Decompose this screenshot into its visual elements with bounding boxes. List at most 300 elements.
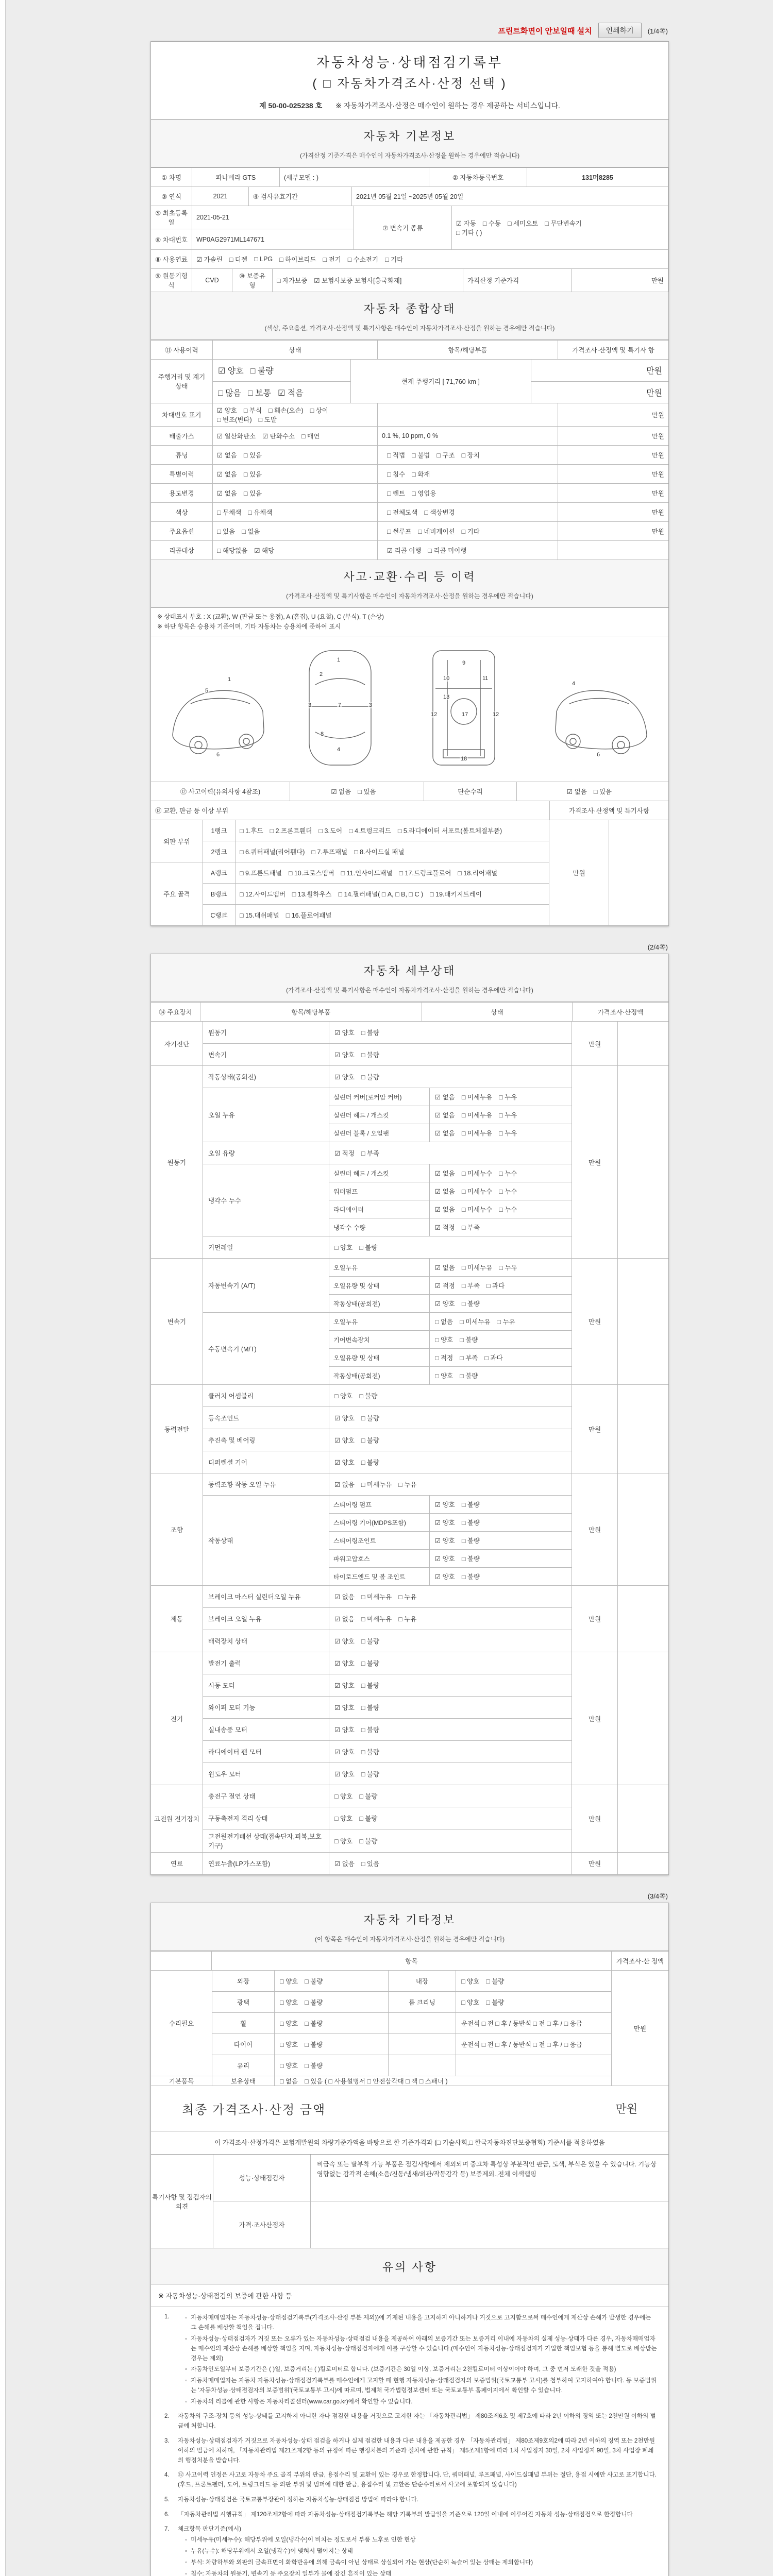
checkbox-option[interactable]: □ 누유 (499, 1264, 517, 1272)
checkbox-option[interactable]: □ 불량 (461, 1555, 480, 1563)
checkbox-option[interactable]: □ 구조 (436, 452, 455, 459)
checkbox-option[interactable]: □ 양호 (435, 1336, 453, 1344)
accident-header (151, 560, 668, 608)
checkbox-option[interactable]: □ 없음 (242, 528, 260, 535)
checkbox-option[interactable]: □ 많음 (218, 388, 242, 398)
repair-row-options-1 (275, 2034, 389, 2055)
checkbox-option[interactable]: □ 불량 (250, 367, 274, 376)
checkbox-option[interactable]: □ 화재 (412, 471, 430, 478)
checkbox-option[interactable]: □ 불량 (359, 1815, 378, 1823)
rank-options (236, 841, 549, 862)
diagram-part-number: 11 (482, 675, 489, 682)
checkbox-option[interactable]: ☑ 없음 (435, 1112, 455, 1120)
detail-row-item: 연료누출(LP가스포함) (203, 1853, 329, 1874)
checkbox-option[interactable]: ☑ 양호 (435, 1573, 455, 1581)
checkbox-option[interactable]: □ 불량 (361, 1771, 380, 1778)
summary-row-price: 만원 (651, 471, 664, 478)
detail-sub-row (329, 1630, 572, 1652)
checkbox-option[interactable]: □ 불량 (461, 1300, 480, 1308)
checkbox-option[interactable]: 운전석 □ 전 □ 후 / 동반석 □ 전 □ 후 / □ 응급 (461, 2020, 582, 2028)
detail-group-rows (203, 1652, 572, 1785)
checkbox-option[interactable]: ☑ 없음 (217, 452, 237, 459)
checkbox-option[interactable]: □ 네비게이션 (418, 528, 455, 535)
checkbox-option[interactable]: □ 불량 (359, 1793, 378, 1801)
checkbox-option[interactable]: ☑ 양호 (334, 1726, 355, 1734)
checkbox-option[interactable]: □ 12.사이드멤버 (240, 891, 285, 899)
detail-group-price: 만원 (572, 1586, 617, 1652)
final-price-unit: 만원 (615, 2103, 637, 2116)
checkbox-option[interactable]: ☑ 일산화탄소 (217, 433, 256, 440)
notice-item (164, 2495, 658, 2508)
checkbox-option[interactable]: □ 누유 (499, 1094, 517, 1101)
checkbox-option[interactable]: □ 있음 (358, 788, 376, 796)
detail-sub-name: 실린더 헤드 / 개스킷 (329, 1106, 430, 1124)
checkbox-option[interactable]: □ 기타 (461, 528, 480, 535)
checkbox-option[interactable]: □ 15.대쉬패널 (240, 912, 279, 920)
repair-row-options-1 (275, 1992, 389, 2012)
print-button[interactable]: 인쇄하기 (598, 23, 642, 38)
checkbox-option[interactable]: □ 썬루프 (387, 528, 412, 535)
detail-sub-name: 오일누유 (329, 1259, 430, 1276)
checkbox-option[interactable]: □ 누수 (499, 1188, 517, 1196)
checkbox-option[interactable]: □ 양호 (280, 1978, 298, 1986)
checkbox-option[interactable]: □ 미세누유 (461, 1130, 493, 1138)
legend-line-1: ※ 상태표시 부호 : X (교환), W (판금 또는 용접), A (흠집), U (요철), C (부식), T (손상) (157, 613, 384, 620)
detail-sub-name: 냉각수 수량 (329, 1218, 430, 1236)
checkbox-option[interactable]: □ 불량 (361, 1682, 380, 1690)
checkbox-option[interactable]: □ 불량 (361, 1726, 380, 1734)
checkbox-option[interactable]: □ 불량 (305, 2041, 323, 2049)
checkbox-option[interactable]: ☑ 양호 (435, 1537, 455, 1545)
checkbox-option[interactable]: □ 미세누수 (461, 1188, 493, 1196)
detail-row-subs (329, 1429, 572, 1451)
checkbox-option[interactable]: □ 양호 (461, 1978, 480, 1986)
checkbox-option[interactable]: ☑ 양호 (334, 1459, 355, 1467)
detail-row-subs (329, 1853, 572, 1874)
checkbox-option[interactable]: □ 양호 (280, 2041, 298, 2049)
checkbox-option[interactable]: ☑ 양호 (334, 1638, 355, 1646)
checkbox-option[interactable]: ☑ 양호 (334, 1415, 355, 1422)
checkbox-option[interactable]: □ 미세누유 (361, 1594, 392, 1601)
checkbox-option[interactable]: ☑ 적정 (334, 1150, 355, 1158)
checkbox-option[interactable]: □ 있음 ( □ 사용설명서 □ 안전삼각대 □ 잭 □ 스패너 ) (305, 2078, 448, 2086)
checkbox-option[interactable]: □ 3.도어 (318, 827, 343, 835)
checkbox-option[interactable]: □ 불량 (461, 1519, 480, 1527)
checkbox-option[interactable]: □ 적정 (435, 1354, 453, 1362)
final-price-row (151, 2086, 668, 2131)
checkbox-option[interactable]: □ 불량 (361, 1437, 380, 1445)
checkbox-option[interactable]: ☑ 자동 (456, 220, 476, 227)
checkbox-option[interactable]: ☑ 없음 (435, 1094, 455, 1101)
checkbox-option[interactable]: □ 불량 (361, 1749, 380, 1756)
detail-sub-name: 스티어링 기어(MDPS포함) (329, 1514, 430, 1531)
checkbox-option[interactable]: □ 무채색 (217, 509, 242, 516)
checkbox-option[interactable]: □ 불량 (361, 1704, 380, 1712)
checkbox-option[interactable]: ☑ 없음 (334, 1860, 355, 1868)
checkbox-option[interactable]: □ 13.휠하우스 (292, 891, 332, 899)
checkbox-option[interactable]: □ 1.후드 (240, 827, 263, 835)
checkbox-option[interactable]: □ 미세누유 (461, 1264, 493, 1272)
detail-row-subs (329, 1022, 572, 1043)
checkbox-option[interactable]: □ 19.패키지트레이 (430, 891, 482, 899)
checkbox-option[interactable]: ☑ 양호 (334, 1749, 355, 1756)
checkbox-option[interactable]: □ 불량 (361, 1459, 380, 1467)
checkbox-option[interactable]: □ 보통 (248, 388, 272, 398)
detail-sub-row (329, 1124, 572, 1142)
checkbox-option[interactable]: □ 무단변속기 (545, 220, 582, 227)
checkbox-option[interactable]: □ 수소전기 (347, 256, 379, 263)
checkbox-option[interactable]: □ 부족 (361, 1150, 380, 1158)
checkbox-option[interactable]: ☑ 적정 (435, 1224, 455, 1232)
car-name-value: 파나메라 GTS (192, 168, 280, 187)
detail-sub-name: 작동상태(공회전) (329, 1367, 430, 1384)
checkbox-option[interactable]: □ 미세누유 (461, 1112, 493, 1120)
detail-row-item: 클러치 어셈블리 (203, 1385, 329, 1406)
checkbox-option[interactable]: ☑ 양호 (435, 1300, 455, 1308)
checkbox-option[interactable]: □ 누유 (499, 1130, 517, 1138)
checkbox-option[interactable]: ☑ 양호 (217, 407, 237, 414)
checkbox-option[interactable]: □ 불량 (486, 1978, 505, 1986)
remarks-rows (213, 2155, 668, 2248)
detail-row-item: 배력장치 상태 (203, 1630, 329, 1652)
checkbox-option[interactable]: □ 불량 (359, 1244, 378, 1252)
checkbox-option[interactable]: □ 있음 (243, 452, 262, 459)
checkbox-option[interactable]: □ 6.쿼터패널(리어휀다) (240, 849, 305, 856)
checkbox-option[interactable]: □ 하이브리드 (279, 256, 316, 263)
checkbox-option[interactable]: □ 불량 (460, 1336, 478, 1344)
checkbox-option[interactable]: □ 불량 (305, 2020, 323, 2028)
detail-sub-row (329, 1719, 572, 1740)
checkbox-option[interactable]: □ 불량 (460, 1372, 478, 1380)
detail-row-item: 시동 모터 (203, 1674, 329, 1696)
notice-item (164, 2510, 658, 2523)
detail-row-subs (329, 1697, 572, 1718)
checkbox-option[interactable]: □ 있음 (217, 528, 236, 535)
checkbox-option[interactable]: □ 훼손(오손) (268, 407, 304, 414)
checkbox-option[interactable]: □ 양호 (334, 1393, 353, 1400)
checkbox-option[interactable]: ☑ 탄화수소 (262, 433, 295, 440)
checkbox-option[interactable]: ☑ 해당 (254, 547, 275, 554)
detail-sub-row (329, 1785, 572, 1807)
checkbox-option[interactable]: □ 양호 (280, 2020, 298, 2028)
checkbox-option[interactable]: □ 세미오토 (508, 220, 539, 227)
rank-label: C랭크 (203, 905, 236, 925)
doc-number-line (151, 94, 668, 120)
checkbox-option[interactable]: ☑ 없음 (217, 471, 237, 478)
checkbox-option[interactable]: □ 있음 (361, 1860, 380, 1868)
transmission-options-2 (456, 228, 489, 237)
checkbox-option[interactable]: 운전석 □ 전 □ 후 / 동반석 □ 전 □ 후 / □ 응급 (461, 2041, 582, 2049)
checkbox-option[interactable]: □ 수동 (482, 220, 501, 227)
detail-row (203, 1741, 572, 1763)
checkbox-option[interactable]: ☑ 없음 (435, 1130, 455, 1138)
detail-group-name: 고전원 전기장치 (151, 1785, 203, 1852)
checkbox-option[interactable]: ☑ 양호 (334, 1029, 355, 1037)
checkbox-option[interactable]: □ 기타 ( ) (456, 229, 482, 236)
checkbox-option[interactable]: □ 불량 (359, 1393, 378, 1400)
detail-sub-options (329, 1697, 572, 1718)
checkbox-option[interactable]: ☑ 양호 (334, 1074, 355, 1081)
detail-group-price: 만원 (572, 1385, 617, 1473)
checkbox-option[interactable]: □ 양호 (435, 1372, 453, 1380)
checkbox-option[interactable]: □ 9.프론트패널 (240, 870, 282, 877)
detail-sub-name: 기어변속장치 (329, 1331, 430, 1348)
checkbox-option[interactable]: □ 없음 (280, 2078, 298, 2086)
detail-row-item: 작동상태 (203, 1496, 329, 1585)
checkbox-option[interactable]: ☑ 리콜 이행 (387, 547, 422, 554)
detail-sub-row (329, 1853, 572, 1874)
checkbox-option[interactable]: ☑ 없음 (435, 1206, 455, 1214)
detail-row (203, 1044, 572, 1065)
report-title-sub: ( □ 자동차가격조사·산정 선택 ) (312, 77, 507, 91)
checkbox-option[interactable]: ☑ 양호 (334, 1437, 355, 1445)
checkbox-option[interactable]: □ 불량 (461, 1573, 480, 1581)
checkbox-option[interactable]: □ 불량 (361, 1415, 380, 1422)
checkbox-option[interactable]: □ 양호 (461, 1999, 480, 2007)
checkbox-option[interactable]: ☑ 양호 (218, 367, 244, 376)
checkbox-option[interactable]: □ 불량 (361, 1660, 380, 1668)
checkbox-option[interactable]: ☑ 없음 (435, 1188, 455, 1196)
checkbox-option[interactable]: ☑ 양호 (334, 1771, 355, 1778)
checkbox-option[interactable]: □ 불량 (361, 1029, 380, 1037)
checkbox-option[interactable]: □ 도말 (258, 416, 277, 423)
checkbox-option[interactable]: □ 있음 (593, 788, 612, 796)
accident-note: (가격조사·산정액 및 특기사항은 매수인이 자동차가격조사·산정을 원하는 경우에만 적습니다) (286, 592, 533, 600)
checkbox-option[interactable]: □ 불량 (461, 1537, 480, 1545)
checkbox-option[interactable]: ☑ 가솔린 (196, 256, 223, 263)
checkbox-option[interactable]: □ 불량 (486, 1999, 505, 2007)
detail-row (203, 1407, 572, 1429)
checkbox-option[interactable]: □ 자가보증 (277, 277, 308, 284)
detail-row-subs (329, 1630, 572, 1652)
summary-col-state: 상태 (213, 341, 378, 359)
checkbox-option[interactable]: ☑ 양호 (334, 1682, 355, 1690)
rank-group-name: 주요 골격 (151, 862, 203, 925)
checkbox-option[interactable]: □ 4.트렁크리드 (349, 827, 391, 835)
checkbox-option[interactable]: □ 불량 (305, 2062, 323, 2070)
detail-sub-row (329, 1496, 572, 1514)
checkbox-option[interactable]: □ 불량 (361, 1074, 380, 1081)
detail-row-item: 라디에이터 팬 모터 (203, 1741, 329, 1762)
diagram-part-number: 2 (320, 671, 323, 678)
detail-sub-options (430, 1550, 572, 1567)
repair-row-label-2 (389, 2013, 456, 2033)
checkbox-option[interactable]: ☑ 양호 (435, 1519, 455, 1527)
checkbox-option[interactable]: □ 11.인사이드패널 (341, 870, 393, 877)
checkbox-option[interactable]: □ 불량 (461, 1501, 480, 1509)
checkbox-option[interactable]: □ 양호 (334, 1244, 353, 1252)
summary-row-label: 용도변경 (151, 484, 213, 502)
diagram-part-number: 1 (337, 657, 341, 664)
notice-item-text: 자동차성능·상태점검은 국토교통부장관이 정하는 자동차성능·상태점검 방법에 따라야 합니다. (178, 2496, 419, 2503)
checkbox-option[interactable]: □ 유채색 (248, 509, 273, 516)
checkbox-option[interactable]: □ 10.크로스멤버 (288, 870, 334, 877)
detail-row-item: 작동상태(공회전) (203, 1066, 329, 1088)
checkbox-option[interactable]: □ 없음 (435, 1318, 453, 1326)
checkbox-option[interactable]: □ 전기 (323, 256, 341, 263)
checkbox-option[interactable]: ☑ 보험사보증 보험사[흥국화재] (314, 277, 402, 284)
detail-sub-row (329, 1697, 572, 1718)
checkbox-option[interactable]: □ 양호 (334, 1838, 353, 1845)
repair-rows (212, 1971, 611, 2076)
notice-item (164, 2412, 658, 2434)
detail-group-remarks-empty (617, 1853, 668, 1874)
rank-group (151, 820, 549, 862)
checkbox-option[interactable]: □ 누수 (499, 1206, 517, 1214)
checkbox-option[interactable]: □ 불량 (361, 1052, 380, 1059)
rank-label: 1랭크 (203, 820, 236, 841)
other-col-blank (151, 1952, 212, 1970)
checkbox-option[interactable]: □ 변조(변타) (217, 416, 252, 423)
detail-row (203, 1807, 572, 1829)
rank-group (151, 862, 549, 925)
notice-item-text: 자동차성능·상태점검자가 거짓으로 자동차성능·상태 점검을 하거나 실제 점검한 내용과 다른 내용을 제공한 경우 「자동차관리법」 제80조제9호의2에 따라 2년 이하의 징역 또는 2천만원 이하의 벌금에 처하며, 「자동차관리법 제21조제2항 등의 규정에 따른 행정처분의 기준과 절차에 관한 규칙」 제5조제1항에 따라 1차 사업정지 30일, 2차 사업정지 90일, 3차 사업장 폐쇄의 행정처분을 받습니다. (178, 2437, 655, 2464)
checkbox-option[interactable]: □ 부족 (461, 1224, 480, 1232)
checkbox-option[interactable]: ☑ 없음 (334, 1481, 355, 1489)
checkbox-option[interactable]: □ 있음 (243, 490, 262, 497)
rank-remarks-empty (609, 820, 668, 925)
checkbox-option[interactable]: □ 미세누수 (461, 1170, 493, 1178)
checkbox-option[interactable]: □ 미세누수 (461, 1206, 493, 1214)
detail-row (203, 1853, 572, 1874)
checkbox-option[interactable]: ☑ 없음 (435, 1264, 455, 1272)
checkbox-option[interactable]: ☑ 없음 (566, 788, 587, 796)
checkbox-option[interactable]: □ 누유 (398, 1594, 417, 1601)
repair-row-options-2 (456, 1971, 611, 1991)
detail-sub-options (329, 1066, 572, 1088)
checkbox-option[interactable]: □ 16.플로어패널 (285, 912, 332, 920)
checkbox-option[interactable]: □ 양호 (334, 1793, 353, 1801)
checkbox-option[interactable]: □ 누수 (499, 1170, 517, 1178)
checkbox-option[interactable]: □ 적법 (387, 452, 406, 459)
checkbox-option[interactable]: □ 2.프론트휀더 (270, 827, 312, 835)
detail-row-subs (329, 1785, 572, 1807)
checkbox-option[interactable]: □ 부족 (460, 1354, 478, 1362)
detail-row (203, 1142, 572, 1164)
checkbox-option[interactable]: □ 부식 (243, 407, 262, 414)
detail-row-subs (329, 1066, 572, 1088)
rank-group-name: 외판 부위 (151, 820, 203, 862)
detail-group (151, 1473, 668, 1586)
checkbox-option[interactable]: □ 전체도색 (387, 509, 418, 516)
detail-sub-row (329, 1044, 572, 1065)
checkbox-option[interactable]: ☑ 양호 (334, 1704, 355, 1712)
checkbox-option[interactable]: □ 부족 (461, 1282, 480, 1290)
toolbar (150, 0, 669, 41)
checkbox-option[interactable]: □ 불량 (305, 1978, 323, 1986)
checkbox-option[interactable]: □ 양호 (280, 2062, 298, 2070)
vin-value: WP0AG2971ML147671 (196, 235, 265, 243)
checkbox-option[interactable]: ☑ 없음 (435, 1170, 455, 1178)
checkbox-option[interactable]: □ 미세누유 (461, 1094, 493, 1101)
checkbox-option[interactable]: ☑ 적음 (278, 388, 304, 398)
detail-row-item: 디퍼렌셜 기어 (203, 1451, 329, 1473)
checkbox-option[interactable]: □ 불법 (412, 452, 430, 459)
detail-row-subs (329, 1451, 572, 1473)
checkbox-option[interactable]: □ 불량 (305, 1999, 323, 2007)
checkbox-option[interactable]: ☑ 적정 (435, 1282, 455, 1290)
checkbox-option[interactable]: □ 과다 (486, 1282, 505, 1290)
checkbox-option[interactable]: □ 누유 (398, 1616, 417, 1623)
checkbox-option[interactable]: □ 디젤 (229, 256, 248, 263)
summary-row-options-2 (387, 450, 486, 460)
checkbox-option[interactable]: □ 14.필러패널( □ A, □ B, □ C ) (338, 891, 424, 899)
checkbox-option[interactable]: □ 8.사이드실 패널 (354, 849, 405, 856)
checkbox-option[interactable]: □ 7.루프패널 (311, 849, 348, 856)
detail-sub-options (329, 1652, 572, 1674)
checkbox-option[interactable]: □ 리콜 미이행 (428, 547, 467, 554)
checkbox-option[interactable]: ☑ 없음 (331, 788, 351, 796)
checkbox-option[interactable]: ☑ 양호 (334, 1052, 355, 1059)
checkbox-option[interactable]: □ 누유 (398, 1481, 417, 1489)
detail-group (151, 1066, 668, 1259)
summary-row (151, 484, 668, 503)
checkbox-option[interactable]: □ 매연 (301, 433, 320, 440)
detail-sub-row (329, 1568, 572, 1585)
remarks-group-label: 특기사항 및 점검자의 의견 (151, 2155, 213, 2248)
checkbox-option[interactable]: ☑ 없음 (217, 490, 237, 497)
checkbox-option[interactable]: ☑ 없음 (334, 1616, 355, 1623)
notices-title: 유의 사항 (382, 2261, 438, 2274)
base-price-unit: 만원 (572, 269, 668, 292)
checkbox-option[interactable]: □ 침수 (387, 471, 406, 478)
checkbox-option[interactable]: □ 색상변경 (424, 509, 455, 516)
checkbox-option[interactable]: □ 양호 (334, 1815, 353, 1823)
checkbox-option[interactable]: □ 17.트렁크플로어 (399, 870, 451, 877)
detail-row (203, 1164, 572, 1236)
price-basis-note: 이 가격조사·산정가격은 보험개발원의 차량기준가액을 바탕으로 한 기준가격과 (□ 기술사회,□ 한국자동차진단보증협회) 기준서를 적용하였음 (151, 2131, 668, 2155)
checkbox-option[interactable]: □ 양호 (280, 1999, 298, 2007)
checkbox-option[interactable]: □ 영업용 (412, 490, 436, 497)
summary-row-options-1 (213, 446, 378, 464)
repair-row-label-1: 휠 (212, 2013, 275, 2033)
notice-item-text: ⑫ 사고이력 인정은 사고로 자동차 주요 골격 부위의 판금, 용접수리 및 교환이 있는 경우로 한정합니다. 단, 쿼터패널, 루프패널, 사이드실패널 부위는 절단, 용접 시에만 사고로 표기합니다. (후드, 프론트펜더, 도어, 트렁크리드 등 외판 부위 및 범퍼에 대한 판금, 용접수리 및 교환은 단순수리로서 사고에 포함되지 않습니다) (178, 2471, 657, 2488)
checkbox-option[interactable]: □ 5.라디에이터 서포트(볼트체결부품) (397, 827, 502, 835)
print-warning-link[interactable]: 프린트화면이 안보일때 설치 (498, 26, 592, 36)
checkbox-option[interactable]: □ 기타 (385, 256, 404, 263)
checkbox-option[interactable]: ☑ 양호 (435, 1555, 455, 1563)
checkbox-option[interactable]: □ LPG (254, 256, 273, 263)
checkbox-option[interactable]: □ 미세누유 (361, 1616, 392, 1623)
notice-bullet: ◦ 자동차매매업자는 자동차 자동차성능·상태점검기록부를 매수인에게 고지할 때 현행 자동차성능·상태점검자의 보증범위(국토교통부 고시)를 첨부하여 고지하여야 합니다. 동 보증범위는 '자동차성능·상태점검자의 보증범위'(국토교통부 고시)에 따르며, 법제처 국가법령정보센터 또는 국토교통부 홈페이지에서 확인할 수 있습니다. (185, 2376, 658, 2396)
checkbox-option[interactable]: □ 해당없음 (217, 547, 248, 554)
checkbox-option[interactable]: ☑ 양호 (435, 1501, 455, 1509)
checkbox-option[interactable]: ☑ 양호 (334, 1660, 355, 1668)
checkbox-option[interactable]: □ 18.리어패널 (458, 870, 498, 877)
checkbox-option[interactable]: □ 있음 (243, 471, 262, 478)
checkbox-option[interactable]: □ 불량 (361, 1638, 380, 1646)
checkbox-option[interactable]: □ 장치 (461, 452, 480, 459)
checkbox-option[interactable]: ☑ 없음 (334, 1594, 355, 1601)
checkbox-option[interactable]: □ 누유 (499, 1112, 517, 1120)
checkbox-option[interactable]: □ 상이 (310, 407, 328, 414)
checkbox-option[interactable]: □ 미세누유 (361, 1481, 392, 1489)
detail-sub-options (329, 1719, 572, 1740)
checkbox-option[interactable]: □ 누유 (497, 1318, 515, 1326)
checkbox-option[interactable]: □ 과다 (484, 1354, 503, 1362)
car-submodel: (세부모델 : ) (280, 168, 429, 187)
checkbox-option[interactable]: □ 렌트 (387, 490, 406, 497)
form-wrapper (150, 0, 669, 2576)
checkbox-option[interactable]: □ 불량 (359, 1838, 378, 1845)
detail-sub-options (329, 1785, 572, 1807)
detail-sub-row (329, 1331, 572, 1349)
detail-group-remarks-empty (617, 1385, 668, 1473)
detail-sub-options (329, 1451, 572, 1473)
detail-sub-row (329, 1259, 572, 1277)
checkbox-option[interactable]: □ 미세누유 (460, 1318, 491, 1326)
rank-row (203, 820, 549, 841)
